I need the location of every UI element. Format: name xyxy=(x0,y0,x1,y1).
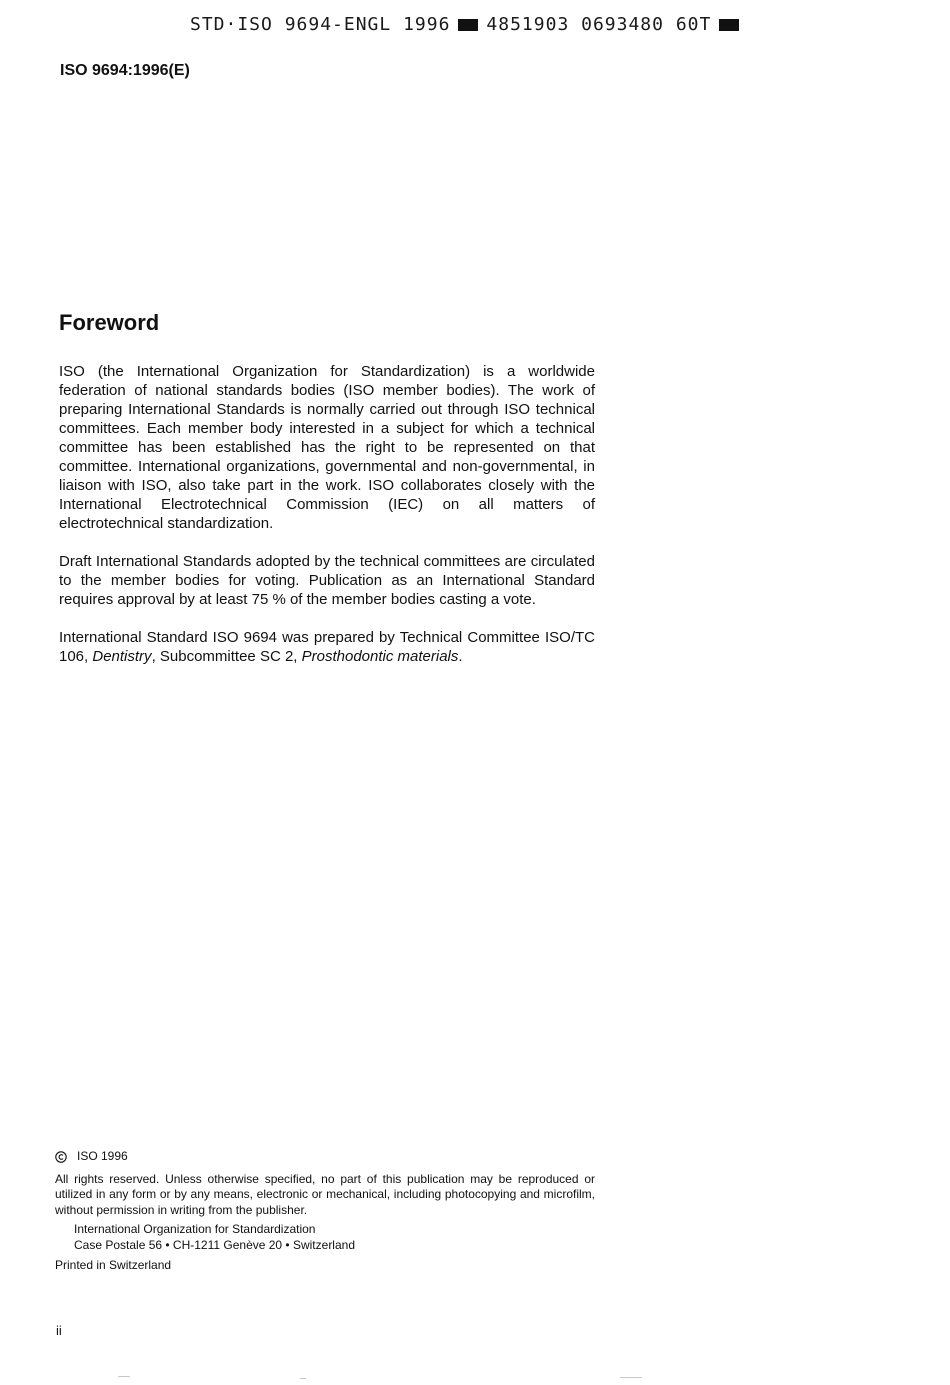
committee-name: Dentistry xyxy=(92,648,152,665)
scan-speck xyxy=(620,1377,642,1378)
foreword-paragraph-1: ISO (the International Organization for Standardization) is a worldwide federation of national standards bodies (ISO member bodies). The work of preparing International Standards is normally carried out through ISO technical committees. Each member body interested in a subject for which a technical committee has been established has the right to be represented on that committee. International organizations, governmental and non-governmental, in liaison with ISO, also take part in the work. ISO collaborates closely with the International Electrotechnical Commission (IEC) on all matters of electrotechnical standardization. xyxy=(59,363,595,532)
foreword-paragraph-3 xyxy=(59,628,595,666)
scan-speck xyxy=(300,1378,306,1379)
copyright-line xyxy=(55,1149,595,1165)
foreword-body xyxy=(59,362,595,685)
page-number: ii xyxy=(56,1323,62,1338)
publisher-name: International Organization for Standardization xyxy=(74,1222,316,1236)
control-code-left: STD·ISO 9694-ENGL 1996 xyxy=(190,14,451,35)
scan-speck xyxy=(118,1376,130,1377)
document-identifier: ISO 9694:1996(E) xyxy=(60,62,190,79)
publisher-postal-address: Case Postale 56 • CH-1211 Genève 20 • Switzerland xyxy=(74,1237,355,1252)
paragraph-3-text: . xyxy=(458,648,463,665)
foreword-heading: Foreword xyxy=(59,310,160,335)
paragraph-3-text: International Standard ISO 9694 was prepared by Technical Committee ISO/TC 106, xyxy=(59,629,595,665)
foreword-paragraph-2: Draft International Standards adopted by the technical committees are circulated to the member bodies for voting. Publication as an International Standard requires approval by at least 75 % of the member bodies casting a vote. xyxy=(59,553,595,608)
copyright-notice xyxy=(55,1149,595,1274)
black-block-mark xyxy=(719,19,739,31)
copyright-icon xyxy=(55,1151,67,1163)
control-code-right: 4851903 0693480 60T xyxy=(486,14,712,35)
rights-statement: All rights reserved. Unless otherwise specified, no part of this publication may be reproduced or utilized in any form or by any means, electronic or mechanical, including photocopying and microfilm, without permission in writing from the publisher. xyxy=(55,1171,595,1217)
paragraph-3-text: , Subcommittee SC 2, xyxy=(151,648,302,665)
document-control-code xyxy=(190,14,790,35)
black-block-mark xyxy=(458,19,478,31)
subcommittee-name: Prosthodontic materials xyxy=(301,648,459,665)
publisher-address xyxy=(74,1222,595,1253)
printed-location: Printed in Switzerland xyxy=(55,1258,172,1272)
copyright-year: ISO 1996 xyxy=(77,1149,128,1163)
